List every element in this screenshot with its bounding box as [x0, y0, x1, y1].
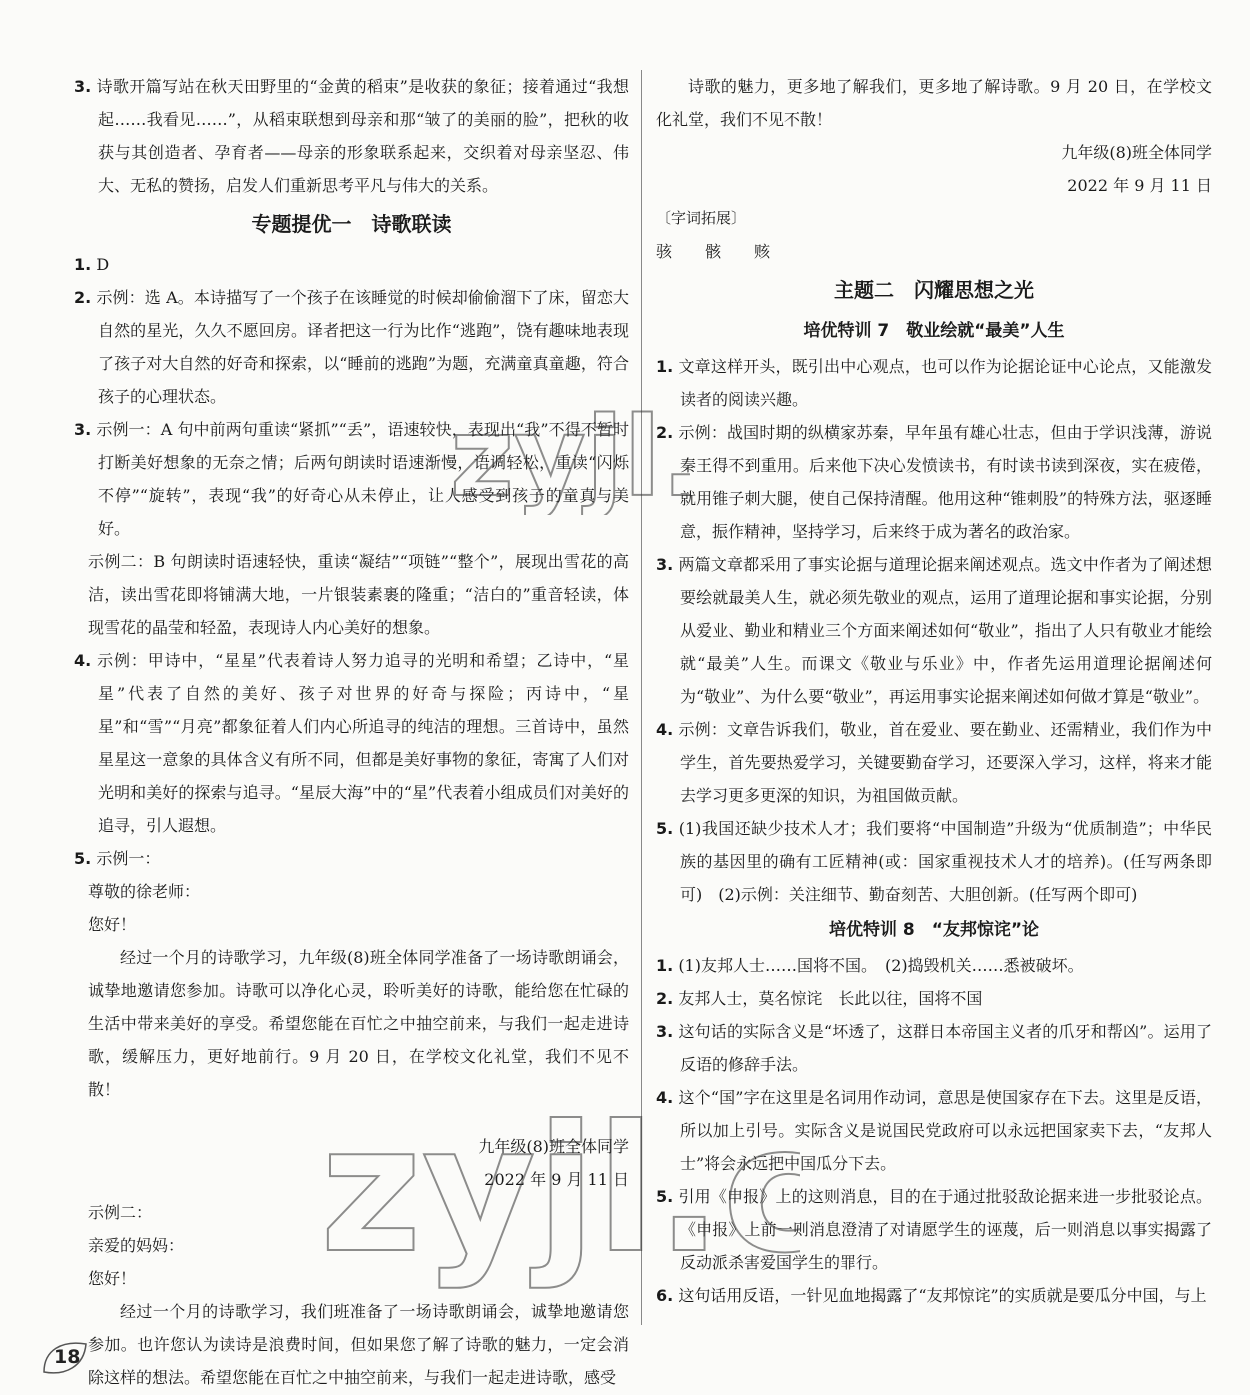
subsection-heading-7: 培优特训 7 敬业绘就“最美”人生 [803, 321, 1065, 341]
letter1-body: 经过一个月的诗歌学习，九年级(8)班全体同学准备了一场诗歌朗诵会，诚挚地邀请您参加。诗歌可以净化心灵，聆听美好的诗歌，能给您在忙碌的生活中带来美好的享受。希望您能在百忙之中抽空前来，与我们一起走进诗歌，缓解压力，更好地前行。9 月 20 日，在学校文化礼堂，我们不见不散！ [88, 948, 629, 1099]
answer-item-2: 2. 示例：选 A。本诗描写了一个孩子在该睡觉的时候却偷偷溜下了床，留恋大自然的星光，久久不愿回房。译者把这一行为比作“逃跑”，饶有趣味地表现了孩子对大自然的好奇和探索，以“睡前的逃跑”为题，充满童真童趣，符合孩子的心理状态。 [74, 288, 629, 406]
letter2-continuation: 诗歌的魅力，更多地了解我们，更多地了解诗歌。9 月 20 日，在学校文化礼堂，我们不见不散！ [656, 77, 1212, 129]
letter2-salutation: 亲爱的妈妈： [88, 1236, 185, 1255]
letter2-signature: 九年级(8)班全体同学 [1061, 143, 1212, 162]
letter1-greeting: 您好！ [88, 915, 137, 934]
answer-item-3-example2: 示例二：B 句朗读时语速轻快，重读“凝结”“项链”“整个”，展现出雪花的高洁，读出雪花即将铺满大地，一片银装素裹的隆重；“洁白的”重音轻读，体现雪花的晶莹和轻盈，表现诗人内心美好的想象。 [88, 552, 629, 637]
vocab-tag: 〔字词拓展〕 [656, 209, 747, 227]
subsection-heading-8: 培优特训 8 “友邦惊诧”论 [828, 920, 1040, 940]
s7-item-3: 3. 两篇文章都采用了事实论据与道理论据来阐述观点。选文中作者为了阐述想要绘就最美人生，就必须先敬业的观点，运用了道理论据和事实论据，分别从爱业、勤业和精业三个方面来阐述如何“敬业”，指出了人只有敬业才能绘就“最美”人生。而课文《敬业与乐业》中，作者先运用道理论据阐述何为“敬业”、为什么要“敬业”，再运用事实论据来阐述如何做才算是“敬业”。 [656, 555, 1212, 706]
answer-item-3b: 3. 示例一：A 句中前两句重读“紧抓”“丢”，语速较快，表现出“我”不得不暂时打断美好想象的无奈之情；后两句朗读时语速渐慢，语调轻松，重读“闪烁不停”“旋转”，表现“我”的好奇心从未停止，让人感受到孩子的童真与美好。 [74, 420, 629, 538]
s8-item-3: 3. 这句话的实际含义是“坏透了，这群日本帝国主义者的爪牙和帮凶”。运用了反语的修辞手法。 [656, 1022, 1212, 1074]
s8-item-2: 2. 友邦人士，莫名惊诧 长此以往，国将不国 [656, 989, 983, 1008]
letter1-signature: 九年级(8)班全体同学 [478, 1137, 629, 1156]
answer-item-3: 3. 诗歌开篇写站在秋天田野里的“金黄的稻束”是收获的象征；接着通过“我想起……我看见……”，从稻束联想到母亲和那“皱了的美丽的脸”，把秋的收获与其创造者、孕育者——母亲的形象联系起来，交织着对母亲坚忍、伟大、无私的赞扬，启发人们重新思考平凡与伟大的关系。 [74, 77, 629, 195]
s7-item-2: 2. 示例：战国时期的纵横家苏秦，早年虽有雄心壮志，但由于学识浅薄，游说秦王得不到重用。后来他下决心发愤读书，有时读书读到深夜，实在疲倦，就用锥子刺大腿，使自己保持清醒。他用这种“锥刺股”的特殊方法，驱逐睡意，振作精神，坚持学习，后来终于成为著名的政治家。 [656, 423, 1212, 541]
s8-item-1: 1. (1)友邦人士……国将不国。 (2)捣毁机关……悉被破坏。 [656, 956, 1084, 975]
answer-item-4: 4. 示例：甲诗中，“星星”代表着诗人努力追寻的光明和希望；乙诗中，“星星”代表了自然的美好、孩子对世界的好奇与探险；丙诗中，“星星”和“雪”“月亮”都象征着人们内心所追寻的纯洁的理想。三首诗中，虽然星星这一意象的具体含义有所不同，但都是美好事物的象征，寄寓了人们对光明和美好的探索与追寻。“星辰大海”中的“星”代表着小组成员们对美好的追寻，引人遐想。 [74, 651, 629, 835]
letter1-salutation: 尊敬的徐老师： [88, 882, 201, 901]
s7-item-1: 1. 文章这样开头，既引出中心观点，也可以作为论据论证中心论点，又能激发读者的阅读兴趣。 [656, 357, 1212, 409]
s7-item-4: 4. 示例：文章告诉我们，敬业，首在爱业、要在勤业、还需精业，我们作为中学生，首先要热爱学习，关键要勤奋学习，还要深入学习，这样，将来才能去学习更多更深的知识，为祖国做贡献。 [656, 720, 1212, 805]
answer-item-1: 1. D [74, 255, 110, 274]
vocab-characters: 骇 骸 赅 [656, 242, 785, 261]
column-divider [641, 70, 642, 1325]
page-number-badge [40, 1338, 90, 1378]
section-heading: 专题提优一 诗歌联读 [251, 212, 452, 236]
svg-text:zyjl.cn: zyjl.c [320, 1090, 800, 1290]
s8-item-4: 4. 这个“国”字在这里是名词用作动词，意思是使国家存在下去。这里是反语，所以加上引号。实际含义是说国民党政府可以永远把国家卖下去，“友邦人士”将会永远把中国瓜分下去。 [656, 1088, 1212, 1173]
s7-item-5: 5. (1)我国还缺少技术人才；我们要将“中国制造”升级为“优质制造”；中华民族的基因里的确有工匠精神(或：国家重视技术人才的培养)。(任写两条即可) (2)示例：关注细节、勤奋刻苦、大胆创新。(任写两个即可) [656, 819, 1212, 904]
left-column [74, 70, 629, 1394]
page-number: 18 [54, 1346, 81, 1368]
s8-item-6: 6. 这句话用反语，一针见血地揭露了“友邦惊诧”的实质就是要瓜分中国，与上 [656, 1286, 1207, 1305]
letter2-greeting: 您好！ [88, 1269, 137, 1288]
answer-item-5: 5. 示例一： [74, 849, 161, 868]
letter2-body: 经过一个月的诗歌学习，我们班准备了一场诗歌朗诵会，诚挚地邀请您参加。也许您认为读诗是浪费时间，但如果您了解了诗歌的魅力，一定会消除这样的想法。希望您能在百忙之中抽空前来，与我们一起走进诗歌，感受 [88, 1302, 629, 1387]
theme-heading: 主题二 闪耀思想之光 [834, 278, 1034, 302]
right-column [656, 70, 1212, 1312]
letter2-date: 2022 年 9 月 11 日 [1067, 176, 1212, 195]
example2-label: 示例二： [88, 1203, 153, 1222]
letter1-date: 2022 年 9 月 11 日 [484, 1170, 629, 1189]
s8-item-5: 5. 引用《申报》上的这则消息，目的在于通过批驳敌论据来进一步批驳论点。《申报》上前一则消息澄清了对请愿学生的诬蔑，后一则消息以事实揭露了反动派杀害爱国学生的罪行。 [656, 1187, 1212, 1272]
svg-text:zyjl.cn: zyjl [450, 395, 662, 515]
